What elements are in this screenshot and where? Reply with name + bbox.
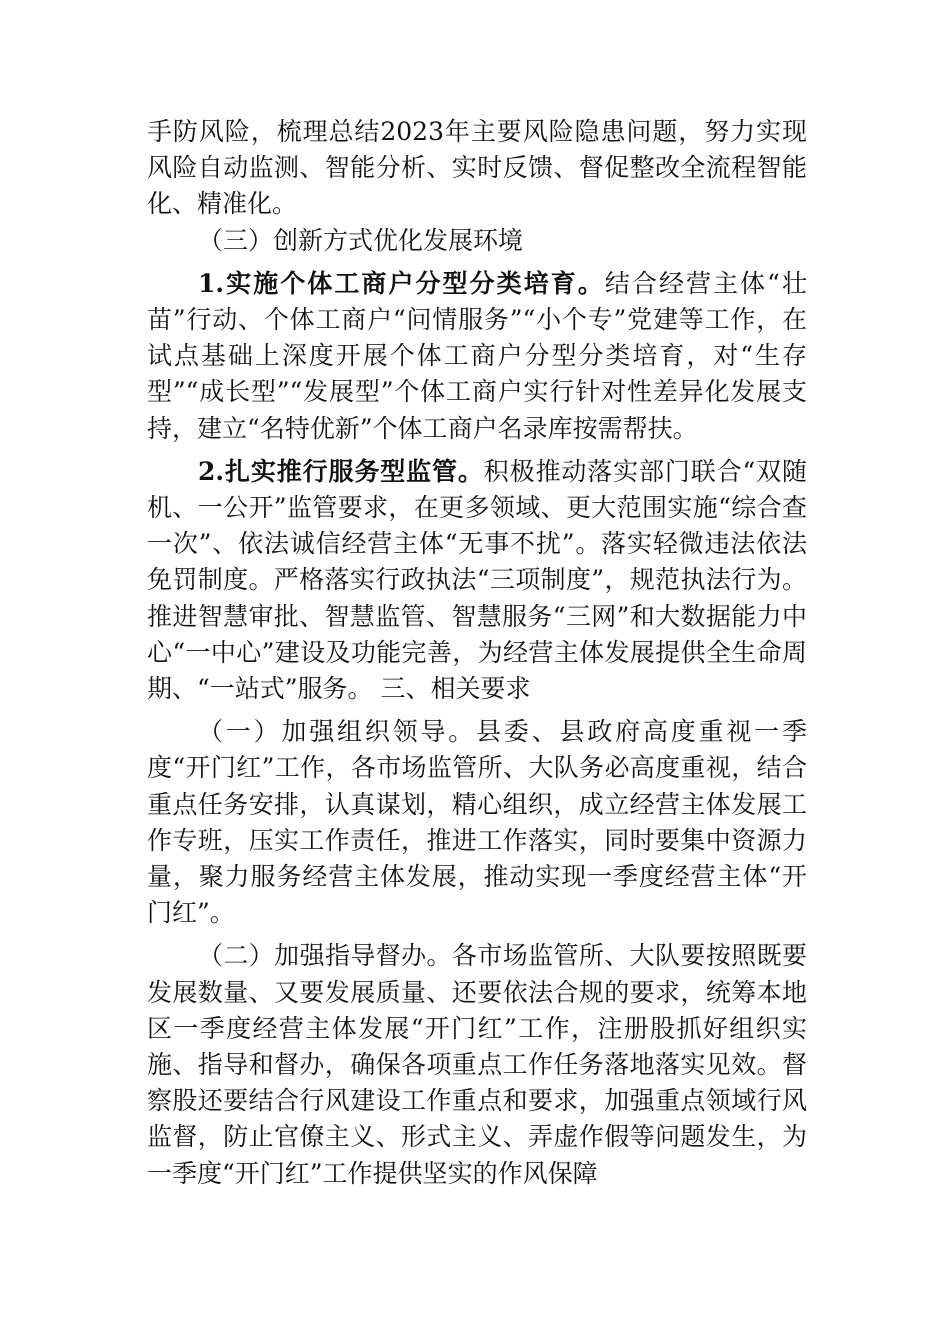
paragraph-text: （一）加强组织领导。县委、县政府高度重视一季度“开门红”工作，各市场监管所、大队务必高度重视，结合重点任务安排，认真谋划，精心组织，成立经营主体发展工作专班，压实工作责任，推进工作落实，同时要集中资源力量，聚力服务经营主体发展，推动实现一季度经营主体“开门红”。 [147,717,807,928]
paragraph-text: 积极推动落实部门联合“双随机、一公开”监管要求，在更多领域、更大范围实施“综合查一次”、依法诚信经营主体“无事不扰”。落实轻微违法依法免罚制度。严格落实行政执法“三项制度”，规范执法行为。推进智慧审批、智慧监管、智慧服务“三网”和大数据能力中心“一中心”建设及功能完善，为经营主体发展提供全生命周期、“一站式”服务。 三、相关要求 [147,456,807,704]
section-heading-optimize-environment [147,223,807,259]
paragraph-individual-business-cultivation [147,266,807,447]
paragraph-service-supervision [147,454,807,707]
paragraph-lead-heading: 1.实施个体工商户分型分类培育。 [198,268,605,298]
paragraph-organization-leadership [147,714,807,931]
paragraph-lead-heading: 2.扎实推行服务型监管。 [198,456,484,486]
document-body [147,114,807,1192]
paragraph-guidance-supervision [147,938,807,1191]
paragraph-text: 结合经营主体“壮苗”行动、个体工商户“问情服务”“小个专”党建等工作，在试点基础上深度开展个体工商户分型分类培育，对“生存型”“成长型”“发展型”个体工商户实行针对性差异化发展支持，建立“名特优新”个体工商户名录库按需帮扶。 [147,268,807,443]
paragraph-text: （二）加强指导督办。各市场监管所、大队要按照既要发展数量、又要发展质量、还要依法合规的要求，统筹本地区一季度经营主体发展“开门红”工作，注册股抓好组织实施、指导和督办，确保各项重点工作任务落地落实见效。督察股还要结合行风建设工作重点和要求，加强重点领域行风监督，防止官僚主义、形式主义、弄虚作假等问题发生，为一季度“开门红”工作提供坚实的作风保障 [147,941,807,1188]
paragraph-text: 手防风险，梳理总结2023年主要风险隐患问题，努力实现风险自动监测、智能分析、实时反馈、督促整改全流程智能化、精准化。 [147,117,807,219]
paragraph-risk-continuation [147,114,807,223]
section-heading-text: （三）创新方式优化发展环境 [198,225,524,255]
